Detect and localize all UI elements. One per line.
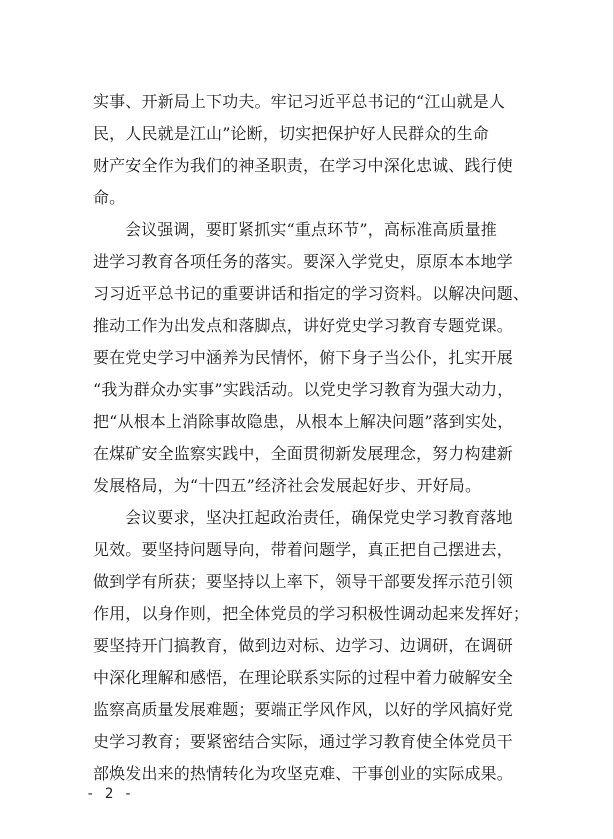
paragraph-2-line-9: 发展格局，为“十四五”经济社会发展起好步、开好局。 (93, 476, 482, 495)
paragraph-3-line-1: 会议要求，坚决扛起政治责任，确保党史学习教育落地 (125, 508, 513, 527)
paragraph-2-line-4: 推动工作为出发点和落脚点，讲好党史学习教育专题党课。 (93, 316, 513, 335)
paragraph-3-line-7: 监察高质量发展难题；要端正学风作风，以好的学风搞好党 (93, 700, 513, 719)
paragraph-3-line-6: 中深化理解和感悟，在理论联系实际的过程中着力破解安全 (93, 668, 513, 687)
page-number: - 2 - (86, 786, 134, 802)
paragraph-3-line-3: 做到学有所获；要坚持以上率下，领导干部要发挥示范引领 (93, 572, 513, 591)
paragraph-3-line-5: 要坚持开门搞教育，做到边对标、边学习、边调研，在调研 (93, 636, 513, 655)
paragraph-2-line-1: 会议强调，要盯紧抓实“重点环节”，高标准高质量推 (125, 220, 497, 239)
paragraph-1-line-3: 财产安全作为我们的神圣职责，在学习中深化忠诚、践行使 (93, 156, 513, 175)
paragraph-1-line-1: 实事、开新局上下功夫。牢记习近平总书记的“江山就是人 (93, 92, 506, 111)
paragraph-2-line-8: 在煤矿安全监察实践中，全面贯彻新发展理念，努力构建新 (93, 444, 513, 463)
paragraph-3-line-8: 史学习教育；要紧密结合实际，通过学习教育使全体党员干 (93, 732, 513, 751)
paragraph-2-line-6: “我为群众办实事”实践活动。以党史学习教育为强大动力， (93, 380, 514, 399)
paragraph-3-line-2: 见效。要坚持问题导向，带着问题学，真正把自己摆进去， (93, 540, 513, 559)
body-text (93, 86, 529, 790)
paragraph-2-line-5: 要在党史学习中涵养为民情怀，俯下身子当公仆，扎实开展 (93, 348, 513, 367)
paragraph-2-line-3: 习习近平总书记的重要讲话和指定的学习资料。以解决问题、 (93, 284, 530, 303)
paragraph-2-line-7: 把“从根本上消除事故隐患，从根本上解决问题”落到实处， (93, 412, 514, 431)
paragraph-3-line-4: 作用，以身作则，把全体党员的学习积极性调动起来发挥好； (93, 604, 530, 623)
paragraph-1-line-2: 民，人民就是江山”论断，切实把保护好人民群众的生命 (93, 124, 489, 143)
paragraph-2-line-2: 进学习教育各项任务的落实。要深入学党史，原原本本地学 (93, 252, 513, 271)
paragraph-3-line-9: 部焕发出来的热情转化为攻坚克难、干事创业的实际成果。 (93, 764, 513, 783)
paragraph-1-line-4: 命。 (93, 188, 126, 207)
